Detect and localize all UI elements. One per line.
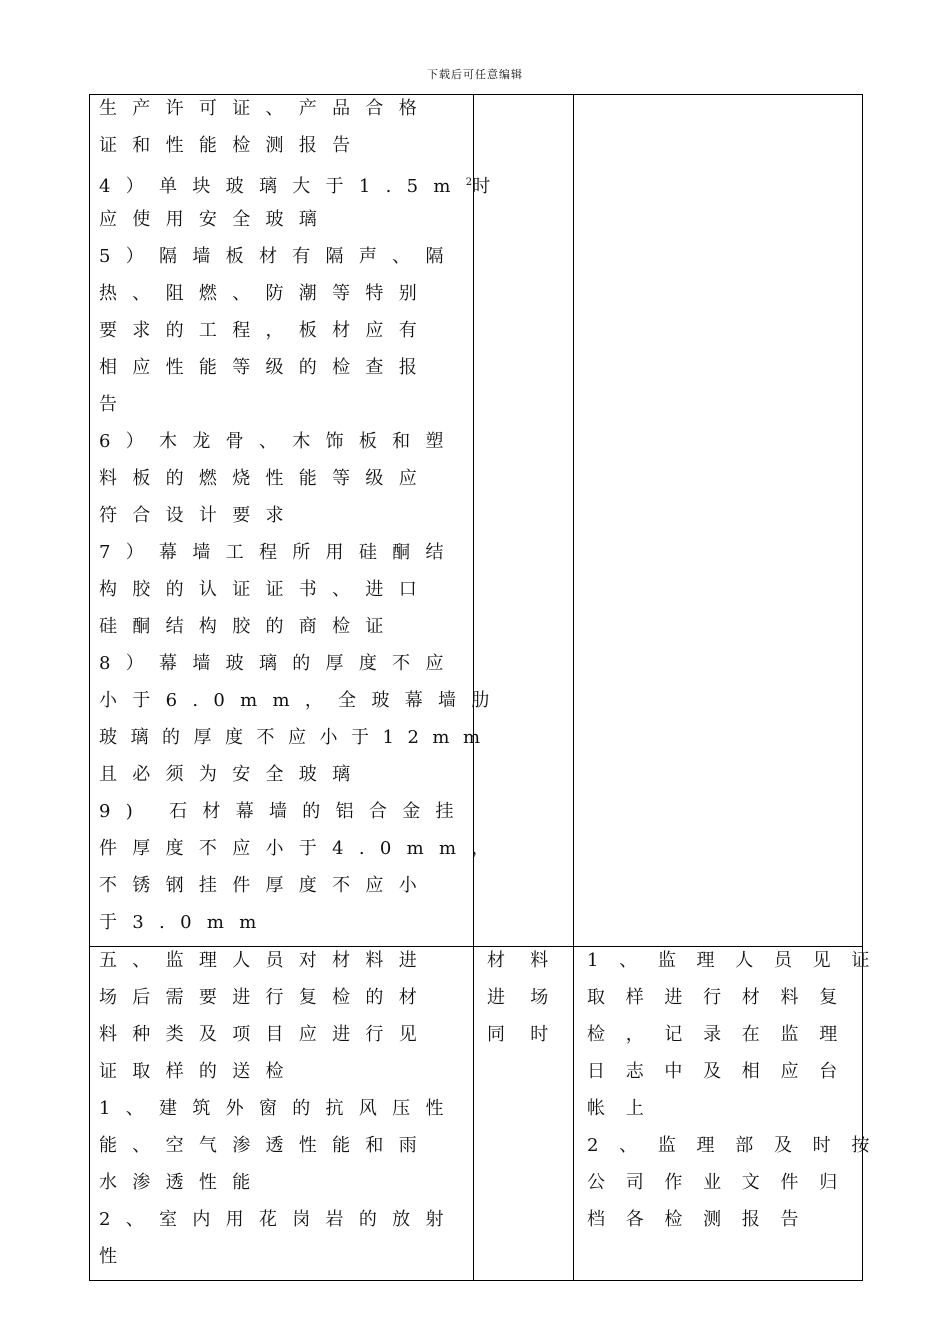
text-line: 公司作业文件归: [587, 1172, 858, 1193]
text-line: 7）幕墙工程所用硅酮结: [99, 542, 459, 563]
text-line: 证和性能检测报告: [99, 135, 366, 156]
text-line: 1、监理人员见证: [587, 950, 891, 971]
text-line: 9) 石材幕墙的铝合金挂: [99, 801, 469, 822]
text-line: 8）幕墙玻璃的厚度不应: [99, 653, 459, 674]
text-line: 生产许可证、产品合格: [99, 98, 432, 119]
row2-requirements-cell: [90, 947, 474, 1281]
text-line: 4）单块玻璃大于$1.5m^2$时: [99, 176, 506, 197]
text-line: 同时: [487, 1024, 574, 1045]
text-line: 档各检测报告: [587, 1209, 820, 1230]
text-line: 不锈钢挂件厚度不应小: [99, 875, 432, 896]
text-line: 于3.0mm: [99, 912, 272, 933]
text-line: 能、空气渗透性能和雨: [99, 1135, 432, 1156]
text-line: 五、监理人员对材料进: [99, 950, 432, 971]
table-row-1: [90, 95, 863, 947]
text-line: 料板的燃烧性能等级应: [99, 468, 432, 489]
text-line: 构胶的认证证书、进口: [99, 579, 432, 600]
text-line: 告: [99, 394, 133, 415]
text-line: 2、监理部及时按: [587, 1135, 891, 1156]
row1-method-cell: [574, 95, 863, 947]
text-line: 符合设计要求: [99, 505, 299, 526]
text-line: 性: [99, 1246, 133, 1267]
text-line: 6）木龙骨、木饰板和塑: [99, 431, 459, 452]
row1-timing-cell: [474, 95, 574, 947]
text-line: 5）隔墙板材有隔声、隔: [99, 246, 459, 267]
text-line: 取样进行材料复: [587, 987, 858, 1008]
text-line: 日志中及相应台: [587, 1061, 858, 1082]
text-line: 水渗透性能: [99, 1172, 266, 1193]
row1-requirements-cell: [90, 95, 506, 947]
text-line: 2、室内用花岗岩的放射: [99, 1209, 459, 1230]
text-line: 检，记录在监理: [587, 1024, 858, 1045]
text-line: 场后需要进行复检的材: [99, 987, 432, 1008]
text-line: 玻璃的厚度不应小于12mm: [99, 727, 494, 748]
text-line: 相应性能等级的检查报: [99, 357, 432, 378]
text-line: 硅酮结构胶的商检证: [99, 616, 399, 637]
table-row-2: [90, 947, 863, 1281]
text-line: 小于6.0mm，全玻幕墙肋: [99, 690, 505, 711]
text-line: 且必须为安全玻璃: [99, 764, 366, 785]
page-header: 下载后可任意编辑: [427, 68, 523, 81]
text-line: 料种类及项目应进行见: [99, 1024, 432, 1045]
text-line: 应使用安全玻璃: [99, 209, 333, 230]
text-line: 热、阻燃、防潮等特别: [99, 283, 432, 304]
supervision-table: [89, 94, 891, 1281]
row2-timing-cell: [474, 947, 574, 1281]
text-line: 材料: [487, 950, 574, 971]
text-line: 证取样的送检: [99, 1061, 299, 1082]
text-line: 件厚度不应小于4.0mm，: [99, 838, 505, 859]
text-line: 1、建筑外窗的抗风压性: [99, 1098, 459, 1119]
text-line: 要求的工程，板材应有: [99, 320, 432, 341]
text-line: 进场: [487, 987, 574, 1008]
row2-method-cell: [574, 947, 891, 1281]
text-line: 帐上: [587, 1098, 665, 1119]
